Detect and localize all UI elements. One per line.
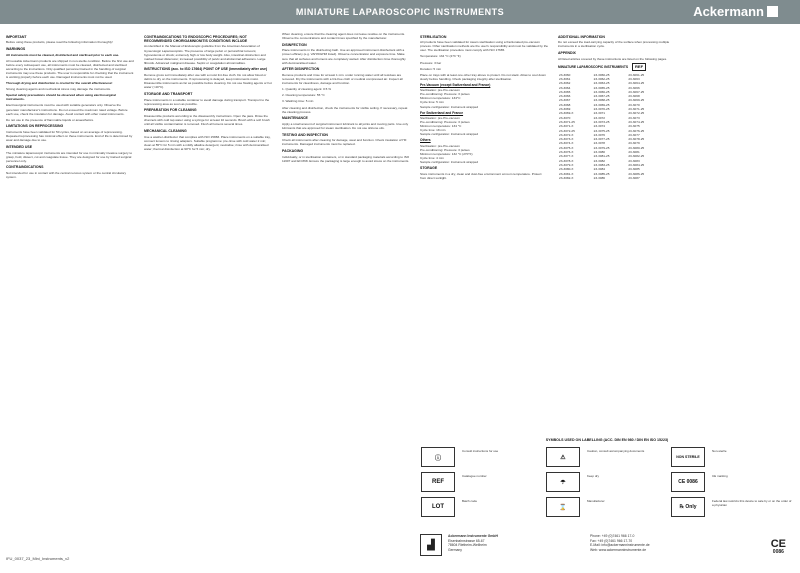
sterilisation-temperature: Temperature: 134 °C (273 °F) (420, 54, 461, 59)
article-number: 23-3080-25 (628, 145, 645, 150)
article-number: 23-3070 (559, 115, 571, 120)
article-number: 23-3075-X (559, 145, 574, 150)
cycle-1-line: Cycle time: 5 min (420, 100, 444, 105)
article-number: 23-3079-X (559, 162, 574, 167)
article-number: 23-3074-25 (628, 119, 645, 124)
disinfection-text: Place instruments in the disinfecting bath. Use an approved instrument disinfectant with a proven efficacy (e.g. VAH/DGHM listed). Observe concentration and exposure time. Make sure that all surfaces and lumens are completely wetted. After disinfection rinse thoroughly with demineralised water. (282, 48, 406, 65)
article-number: 23-3063 (628, 76, 640, 81)
packaging-text: Individually, or in sterilisation containers, or in standard packaging materials according to ISO 11607 and EN 868. Ensure the packaging is large enough to avoid stress on the instruments. (282, 154, 410, 163)
warning-4: Strong cleaning agents and mechanical stress may damage the instruments. (6, 87, 111, 92)
additional-info-text: Do not exceed the load-carrying capacity of the surface when processing multiple instruments in a sterilisation cycle. (558, 40, 670, 49)
symbol-label: Federal law restricts this device to sale by or on the order of a physician (712, 499, 792, 507)
cycle-3-line: Pre-conditioning: Pressure: 3 pulses (420, 147, 470, 152)
article-number: 23-3071-X (559, 124, 574, 129)
article-number: 23-3065 (559, 89, 571, 94)
article-number: 23-3065-25 (593, 85, 610, 90)
symbol-label: CE marking (712, 474, 728, 478)
fax: Fax: +49 (0)7461 966 17-70 (590, 538, 633, 543)
article-number: 23-3082 (593, 158, 606, 163)
transport-heading: STORAGE AND TRANSPORT (144, 91, 193, 96)
warnings-heading: WARNINGS (6, 46, 26, 51)
cleaning-note: When cleaning, ensure that the cleaning agent does not leave residue on the instruments. Observe the concentrations and contact times specified by the manufacturer. (282, 32, 405, 41)
article-number: 23-3077 (628, 132, 640, 137)
article-number: 23-3081-X (559, 171, 574, 176)
article-number: 23-3075-25 (593, 128, 610, 133)
article-number: 23-3072-25 (559, 128, 575, 133)
cycle-3-line: Minimum temperature: 132 °C (270°F) (420, 151, 473, 156)
article-number: 23-3086 (593, 175, 606, 180)
article-number: 23-3070 (628, 102, 640, 107)
city: 78604 Rietheim-Weilheim (448, 543, 487, 548)
lot-icon: LOT (421, 497, 455, 517)
article-number: 23-3085-25 (593, 171, 610, 176)
cycle-2-line: Sample configuration: Instrument wrapped (420, 132, 479, 137)
symbol-cell (670, 445, 794, 469)
article-number: 23-3078-25 (628, 137, 645, 142)
article-number: 23-3067-25 (628, 89, 645, 94)
article-number: 23-3080-X (559, 167, 574, 172)
symbols-row (420, 495, 794, 519)
sterilisation-duration: Duration: 5 min (420, 66, 441, 71)
symbol-label: Non-sterile (712, 449, 727, 453)
limitations-heading: LIMITATIONS ON REPROCESSING (6, 124, 64, 129)
list-item: 2. Cleaning temperature: 55 °C (282, 93, 325, 98)
brand-logo (693, 4, 778, 20)
article-number: 23-3068-25 (593, 98, 610, 103)
factory-icon: ▟ (420, 534, 442, 556)
street: Eisenbahnstrasse 65-67 (448, 538, 485, 543)
cycle-3-line: Cycle time: 4 min (420, 155, 444, 160)
article-number: 23-3080 (593, 150, 606, 155)
article-number: 23-3077-X (559, 154, 574, 159)
packaging-heading: PACKAGING (282, 149, 304, 153)
article-number: 23-3069-25 (628, 98, 645, 103)
instructions-heading: INSTRUCTIONS (acc. to ISO 17664) POINT OF USE (immediately after use) (144, 67, 268, 72)
article-number: 23-3061 (559, 76, 571, 81)
cycle-2-heading: For Switzerland and France (420, 110, 464, 115)
article-number: 23-3067 (559, 98, 571, 103)
article-number: 23-3078 (593, 141, 606, 146)
contact-panel (420, 531, 794, 567)
article-number: 23-3069-X (559, 111, 574, 116)
article-number: 23-3083-25 (593, 162, 610, 167)
after-disinfection-text: Remove products and rinse for at least 1 min. under running water until all residues are removed. Dry the instruments with a lint-free cloth or medical compressed air. Inspect all instruments for cleanliness, damage and function. (282, 72, 403, 86)
cycle-2-line: Cycle time: 18 min (420, 128, 446, 133)
article-number: 23-3067-25 (593, 94, 610, 99)
article-number: 23-3060-25 (593, 72, 610, 77)
rx-only-icon: ℞ Only (671, 497, 705, 517)
ref-badge: REF (632, 63, 646, 71)
column-1 (6, 32, 134, 181)
intended-use-heading: INTENDED USE (6, 144, 33, 149)
sterilisation-text-2: Place on trays with at least one other tray above to protect. Do not stack. Allow to cool down slowly before handling. Check packaging integrity after sterilisation. (420, 72, 546, 81)
storage-text: Store instruments in a dry, clean and dust-free environment at room temperature. Protect from direct sunlight. (420, 172, 542, 181)
article-number: 23-3068 (559, 102, 571, 107)
article-number: 23-3082-X (559, 175, 574, 180)
sterilisation-heading: STERILISATION (420, 34, 447, 39)
article-number: 23-3076-X (559, 150, 574, 155)
cycle-1-line: Minimum temperature: 134°C (420, 96, 461, 101)
symbol-cell (670, 470, 794, 494)
cycle-2-line: Pre-conditioning: Pressure: 3 pulses (420, 119, 470, 124)
symbol-label: Manufacturer (587, 499, 605, 503)
list-item: 1. Quantity of cleaning agent: 0.5 % (282, 87, 332, 92)
cycle-1-line: Pre-conditioning: Pressure: 3 pulses (420, 92, 470, 97)
article-number: 23-3074 (593, 124, 606, 129)
article-number: 23-3073-X (559, 137, 574, 142)
article-number: 23-3073 (628, 115, 640, 120)
article-number: 23-3072-25 (628, 111, 645, 116)
articles-heading (558, 63, 686, 71)
article-number: 23-3063-25 (593, 81, 610, 86)
sterilisation-text: All products have been validated for steam sterilisation using a fractionated pre-vacuum process. Other sterilisation methods are the user's responsibility and must be validated by the user. The sterilisation procedure must comply with ISO 17665. (420, 40, 549, 53)
cycle-3-line: Sample configuration: Instrument wrapped (420, 159, 479, 164)
symbol-cell (545, 445, 669, 469)
preparation-heading: PREPARATION FOR CLEANING (144, 108, 197, 113)
column-4 (420, 32, 548, 182)
appendix-heading: APPENDIX (558, 50, 576, 55)
article-number: 23-3084-25 (628, 162, 645, 167)
intended-use-text: The miniature laparoscopic instruments are intended for use in minimally invasive surgery to grasp, hold, dissect, cut and coagulate tissue. They are designed for use by trained surgical personnel only. (6, 150, 133, 163)
symbol-label: Keep dry (587, 474, 600, 478)
article-number: 23-3083 (628, 158, 640, 163)
contraindications-text: Not intended for use in contact with the central nervous system or the central circulatory system. (6, 170, 127, 180)
after-disinfection-heading: AFTER DISINFECTION (282, 67, 320, 72)
warning-6: Electrosurgical instruments must be used with suitable generators only. Observe the generator manufacturer's instructions. Do not exceed the maximum rated voltage. Before each use, check the insulation for damage. Avoid contact with other metal instruments. (6, 103, 128, 116)
header-bar (0, 0, 800, 24)
article-number: 23-3061-25 (628, 72, 645, 77)
article-number: 23-3069-25 (593, 102, 610, 107)
phone: Phone: +49 (0)7461 966 17-0 (590, 534, 635, 538)
symbol-cell (420, 445, 544, 469)
mechanical-cleaning-heading: MECHANICAL CLEANING (144, 128, 187, 133)
symbols-row (420, 470, 794, 494)
cycle-1-line: Sample configuration: Instrument wrapped (420, 104, 479, 109)
email[interactable]: E-Mail: info@ackermanninstrumente.de (590, 543, 650, 548)
website[interactable]: Web: www.ackermanninstrumente.de (590, 547, 647, 552)
preparation-text: Disassemble products according to the disassembly instructions. Open the jaws. Rinse the channels with cold tap water using a syringe for at least 10 seconds. Brush with a soft brush until all visible contamination is removed. Flush all lumens several times. (144, 114, 270, 127)
cycle-2-line: Sterilisation: pre-Pre-vacuum (420, 115, 460, 120)
article-number: 23-3076 (593, 132, 606, 137)
article-number: 23-3078-X (559, 158, 574, 163)
testing-heading: TESTING AND INSPECTION (282, 132, 328, 137)
article-number: 23-3074-X (559, 141, 574, 146)
non-sterile-icon: NON STERILE (671, 447, 705, 467)
mechanical-cleaning-text: Use a washer-disinfector that complies with ISO 15883. Place instruments on a suitable tray, connect lumens to rinsing adapters. Suitable programme: pre-rinse with cold water 2 min; clean at 55°C for 5 min with a mildly alkaline detergent; neutralise; rinse with demineralised water; thermal disinfection at 90°C for 5 min; dry. (144, 134, 271, 151)
ce-mark (771, 539, 786, 555)
symbol-cell (420, 470, 544, 494)
article-number: 23-3073-25 (593, 119, 610, 124)
article-number: 23-3062-25 (593, 76, 610, 81)
article-number: 23-3071-25 (559, 119, 575, 124)
cycle-1-line: Sterilisation: pre-Pre-vacuum (420, 88, 460, 93)
instructions-text: Remove gross soil immediately after use with a moist lint-free cloth. Do not allow blood or debris to dry on the instruments. If reprocessing is delayed, keep instruments moist. Disassemble instruments as far as possible before cleaning. Do not use fixating agents or hot water (>40°C). (144, 73, 272, 90)
warning-7: Do not use in the presence of flammable liquids or anaesthetics. (6, 117, 94, 122)
warning-5: Special safety precautions should be observed when using electrosurgical instruments. (6, 93, 116, 102)
symbol-label: Batch code (462, 499, 478, 503)
article-number: 23-3062 (559, 81, 571, 86)
symbol-cell (670, 495, 794, 519)
article-number: 23-3069 (559, 107, 571, 112)
article-number: 23-3079-25 (593, 145, 610, 150)
symbol-cell (545, 495, 669, 519)
ce-mark-letters: CE (770, 538, 786, 550)
article-number: 23-3079 (628, 141, 640, 146)
important-heading: IMPORTANT (6, 34, 27, 39)
article-number: 23-3086-25 (628, 171, 645, 176)
manufacturer-icon: ⌛ (546, 497, 580, 517)
brand-name: Ackermann (693, 4, 764, 19)
important-text: Before using these products, please read the following information thoroughly! (6, 40, 113, 45)
keep-dry-icon: ☂ (546, 472, 580, 492)
article-number: 23-3081-25 (593, 154, 610, 159)
procedures-text: As identified in the Manual of Endoscopic guideline from the American Association of Gynecologic Laparoscopists. The presence of large pelvic or periurethral tumours; hypovolemia or shock; extremely high or low body weight. Also, intestinal obstruction and marked bowel distension; increased possibility of pelvic and abdominal adhesions. Large fibroids. Advanced malignant disease. Septic or coagulation abnormalities. (144, 44, 266, 65)
country: Germany (448, 547, 462, 552)
article-number: 23-3060 (559, 72, 571, 77)
ref-icon: REF (421, 472, 455, 492)
cycle-2-line: Minimum temperature: 134 °C (420, 124, 462, 129)
document-code: IFU_0037_23_Mini_Instruments_v2 (6, 556, 70, 561)
article-number: 23-3071 (593, 111, 606, 116)
warning-3: Thorough drying and disinfection is crucial for the overall effectiveness! (6, 81, 113, 86)
contact-address (448, 534, 558, 552)
column-2 (144, 32, 272, 153)
company-name: Ackermann Instrumente GmbH (448, 534, 498, 538)
article-number: 23-3072-X (559, 132, 574, 137)
article-number: 23-3064 (559, 85, 571, 90)
table-row (558, 176, 662, 180)
additional-info-heading: ADDITIONAL INFORMATION (558, 34, 605, 39)
disinfection-heading: DISINFECTION (282, 42, 307, 47)
limitations-text: Instruments have been validated for 50 cycles, based on an average of reprocessing. Repeated reprocessing has minimal effect on these instruments. End of life is determined by wear and damage due to use. (6, 130, 133, 143)
article-number: 23-3085 (628, 167, 640, 172)
symbol-cell (545, 470, 669, 494)
article-number: 23-3066 (628, 85, 640, 90)
article-number: 23-3068 (628, 94, 640, 99)
symbols-title: SYMBOLS USED ON LABELLING (ACC. DIN EN 980 / DIN EN ISO 15223) (545, 438, 669, 442)
article-number: 23-3072 (593, 115, 606, 120)
article-number: 23-3084 (593, 167, 606, 172)
article-number: 23-3070-25 (593, 107, 610, 112)
maintenance-heading: MAINTENANCE (282, 116, 308, 121)
articles-table (558, 73, 662, 180)
symbols-row (420, 445, 794, 469)
article-number: 23-3076-25 (628, 128, 645, 133)
brand-mark-icon (767, 6, 778, 17)
symbol-label: Catalogue number (462, 474, 487, 478)
article-number: 23-3066-25 (593, 89, 610, 94)
procedures-heading: CONTRAINDICATIONS TO ENDOSCOPIC PROCEDURES; NOT RECOMMENDED CHORIOAMNIONITIS CONDITIONS INCLUDE (144, 34, 248, 43)
caution-icon: ⚠ (546, 447, 580, 467)
maintenance-text: Apply a small amount of surgical instrument lubricant to all joints and moving parts. Use only lubricants that are approved for steam sterilisation. Do not use silicone oils. (282, 121, 409, 131)
article-number: 23-3064-25 (628, 81, 645, 86)
warning-1: All instruments must be cleaned, disinfected and sterilised prior to each use. (6, 52, 120, 57)
warning-2: All reusable Ackermann products are shipped in non-sterile condition. Before the first use and before every subsequent use, all instruments must be cleaned, disinfected and sterilised according to the instructions. Only qualified personnel trained in the handling of surgical instruments may use these products. The user is responsible for checking that the instrument is working properly before each use. Damaged instruments must not be used. (6, 58, 134, 79)
symbol-label: Consult instructions for use (462, 449, 499, 453)
article-number: 23-3066 (559, 94, 571, 99)
article-number: 23-3077-25 (593, 137, 610, 142)
appendix-text: All listed articles covered by these instructions are listed on the following pages. (558, 56, 668, 61)
ce-mark-icon: CE 0086 (671, 472, 705, 492)
article-number: 23-3075 (628, 124, 640, 129)
symbol-cell (420, 495, 544, 519)
storage-heading: STORAGE (420, 166, 438, 171)
symbols-panel (420, 437, 794, 521)
instructions-icon: ⓘ (421, 447, 455, 467)
contact-info (590, 534, 730, 552)
article-number: 23-3081 (628, 150, 640, 155)
column-3 (282, 32, 410, 165)
contraindications-heading: CONTRAINDICATIONS (6, 165, 44, 170)
transport-text: Place instruments in a suitable container to avoid damage during transport. Transport to the reprocessing area as soon as possible. (144, 97, 270, 106)
article-number: 23-3087 (628, 175, 640, 180)
symbol-label: Caution, consult accompanying documents (587, 449, 645, 453)
column-5 (558, 32, 686, 180)
document-title: MINIATURE LAPAROSCOPIC INSTRUMENTS (295, 7, 505, 17)
article-number: 23-3071-25 (628, 107, 645, 112)
testing-text: Check all instruments after cleaning for damage, wear and function. Check insulation of HF instruments. Damaged instruments must be replaced. (282, 138, 407, 147)
article-number: 23-3082-25 (628, 154, 645, 159)
ce-number: 0086 (772, 549, 784, 555)
list-item: 3. Washing time: 5 min (282, 99, 314, 104)
cycle-3-line: Sterilisation: pre-Pre-vacuum (420, 143, 460, 148)
after-disinfection-text-2: After cleaning and disinfection, check the instruments for visible soiling. If necessary, repeat the cleaning process. (282, 105, 408, 114)
sterilisation-pressure: Pressure: 3 bar (420, 60, 442, 65)
articles-title: MINIATURE LAPAROSCOPIC INSTRUMENTS (558, 64, 629, 69)
cycle-1-heading: Pre-Vacuum (except Switzerland and France) (420, 82, 491, 87)
cycle-3-heading: Others (420, 138, 431, 143)
